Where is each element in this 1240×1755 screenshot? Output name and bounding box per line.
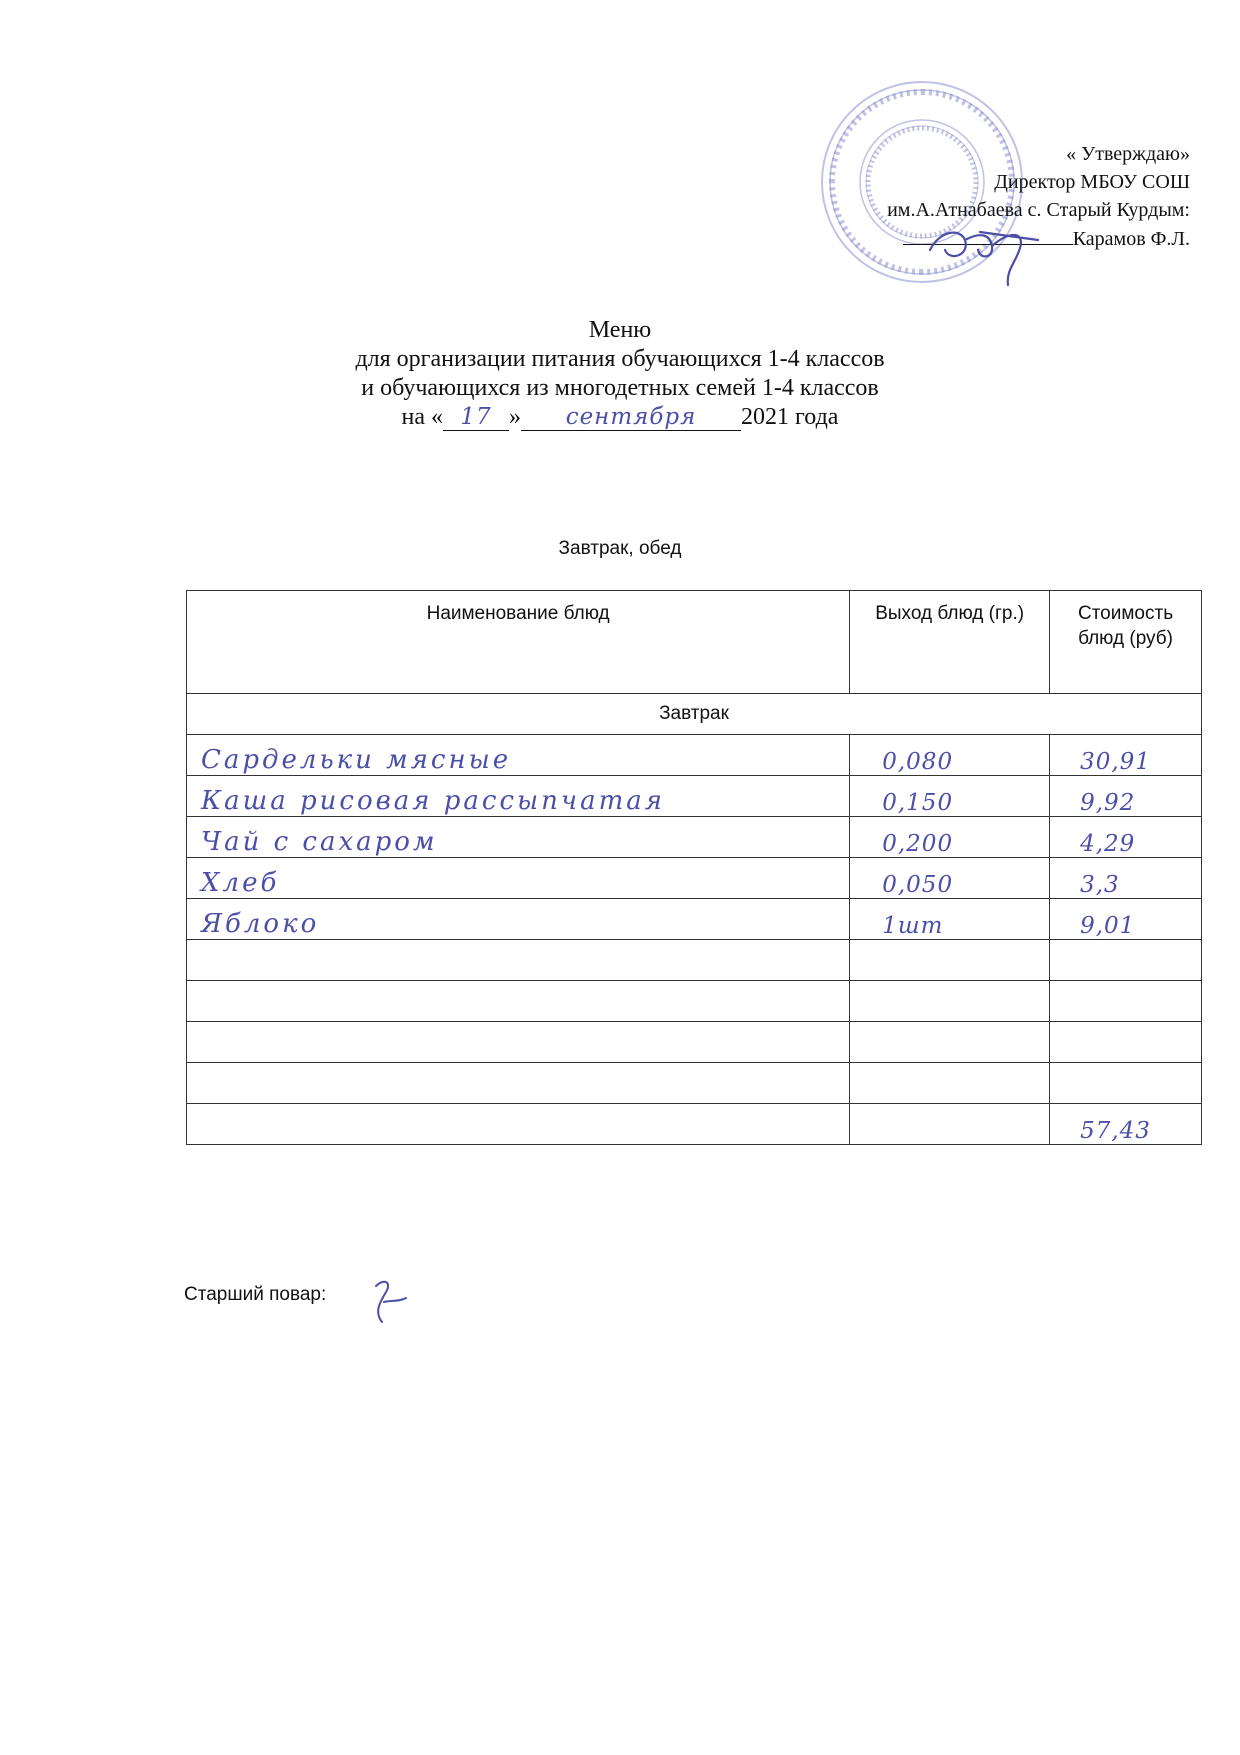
dish-output-cell	[850, 1063, 1050, 1104]
table-body	[187, 735, 1202, 1104]
dish-name: Каша рисовая рассыпчатая	[201, 786, 665, 816]
date-month-field	[521, 404, 741, 431]
header-dish-name: Наименование блюд	[187, 591, 850, 694]
dish-output: 0,150	[882, 790, 954, 816]
header-cost: Стоимость блюд (руб)	[1050, 591, 1202, 694]
table-row	[187, 899, 1202, 940]
dish-output-cell	[850, 735, 1050, 776]
dish-output-cell	[850, 776, 1050, 817]
menu-subtitle-2: и обучающихся из многодетных семей 1-4 классов	[361, 375, 879, 401]
date-mid: »	[509, 404, 522, 430]
cook-signature-line	[184, 1284, 326, 1306]
dish-output: 0,080	[882, 749, 954, 775]
dish-output-cell	[850, 940, 1050, 981]
total-row	[187, 1104, 1202, 1145]
total-cost: 57,43	[1080, 1118, 1151, 1144]
table-row	[187, 1063, 1202, 1104]
dish-cost-cell	[1050, 776, 1202, 817]
dish-name: Сардельки мясные	[201, 745, 512, 775]
menu-date-line	[0, 403, 1240, 432]
date-month: сентября	[565, 404, 697, 430]
table-row	[187, 735, 1202, 776]
date-suffix: 2021 года	[741, 404, 839, 430]
menu-heading	[0, 316, 1240, 432]
dish-cost-cell	[1050, 735, 1202, 776]
dish-name-cell	[187, 1022, 850, 1063]
dish-output: 1шт	[882, 913, 944, 939]
dish-cost: 3,3	[1080, 872, 1120, 898]
menu-title: Меню	[588, 317, 652, 343]
dish-cost: 4,29	[1080, 831, 1136, 857]
table-row	[187, 858, 1202, 899]
dish-cost-cell	[1050, 899, 1202, 940]
approval-school: им.А.Атнабаева с. Старый Курдым:	[887, 199, 1190, 221]
dish-output: 0,050	[882, 872, 954, 898]
table-row	[187, 981, 1202, 1022]
dish-cost: 30,91	[1080, 749, 1151, 775]
cook-signature	[362, 1272, 422, 1332]
dish-cost-cell	[1050, 940, 1202, 981]
table-row	[187, 940, 1202, 981]
dish-name: Яблоко	[201, 909, 320, 939]
approval-signer: Карамов Ф.Л.	[1072, 228, 1190, 250]
section-breakfast: Завтрак	[187, 694, 1202, 735]
total-label-cell	[187, 1104, 850, 1145]
dish-cost: 9,01	[1080, 913, 1136, 939]
cook-label: Старший повар:	[184, 1284, 327, 1305]
dish-cost-cell	[1050, 817, 1202, 858]
dish-cost: 9,92	[1080, 790, 1136, 816]
dish-name: Чай с сахаром	[201, 827, 438, 857]
dish-name-cell	[187, 1063, 850, 1104]
dish-output-cell	[850, 981, 1050, 1022]
dish-output-cell	[850, 899, 1050, 940]
dish-output-cell	[850, 817, 1050, 858]
menu-subtitle-1: для организации питания обучающихся 1-4 классов	[355, 346, 885, 372]
table-row	[187, 1022, 1202, 1063]
dish-name-cell	[187, 735, 850, 776]
dish-name-cell	[187, 899, 850, 940]
total-output-cell	[850, 1104, 1050, 1145]
dish-output-cell	[850, 1022, 1050, 1063]
dish-cost-cell	[1050, 1063, 1202, 1104]
approval-position: Директор МБОУ СОШ	[994, 171, 1190, 193]
dish-name-cell	[187, 776, 850, 817]
dish-name-cell	[187, 940, 850, 981]
date-prefix: на «	[401, 404, 444, 430]
table-header-row	[187, 591, 1202, 694]
dish-name: Хлеб	[201, 868, 280, 898]
dish-name-cell	[187, 858, 850, 899]
dish-name-cell	[187, 817, 850, 858]
total-cost-cell	[1050, 1104, 1202, 1145]
dish-cost-cell	[1050, 1022, 1202, 1063]
meal-title: Завтрак, обед	[558, 538, 682, 559]
section-row	[187, 694, 1202, 735]
approval-title: « Утверждаю»	[1066, 143, 1190, 165]
table-row	[187, 776, 1202, 817]
date-day-field	[443, 404, 509, 431]
dish-cost-cell	[1050, 858, 1202, 899]
date-day: 17	[460, 404, 492, 430]
table-row	[187, 817, 1202, 858]
menu-table	[186, 590, 1202, 1145]
dish-name-cell	[187, 981, 850, 1022]
dish-cost-cell	[1050, 981, 1202, 1022]
dish-output: 0,200	[882, 831, 954, 857]
dish-output-cell	[850, 858, 1050, 899]
director-signature	[920, 210, 1050, 290]
header-output: Выход блюд (гр.)	[850, 591, 1050, 694]
